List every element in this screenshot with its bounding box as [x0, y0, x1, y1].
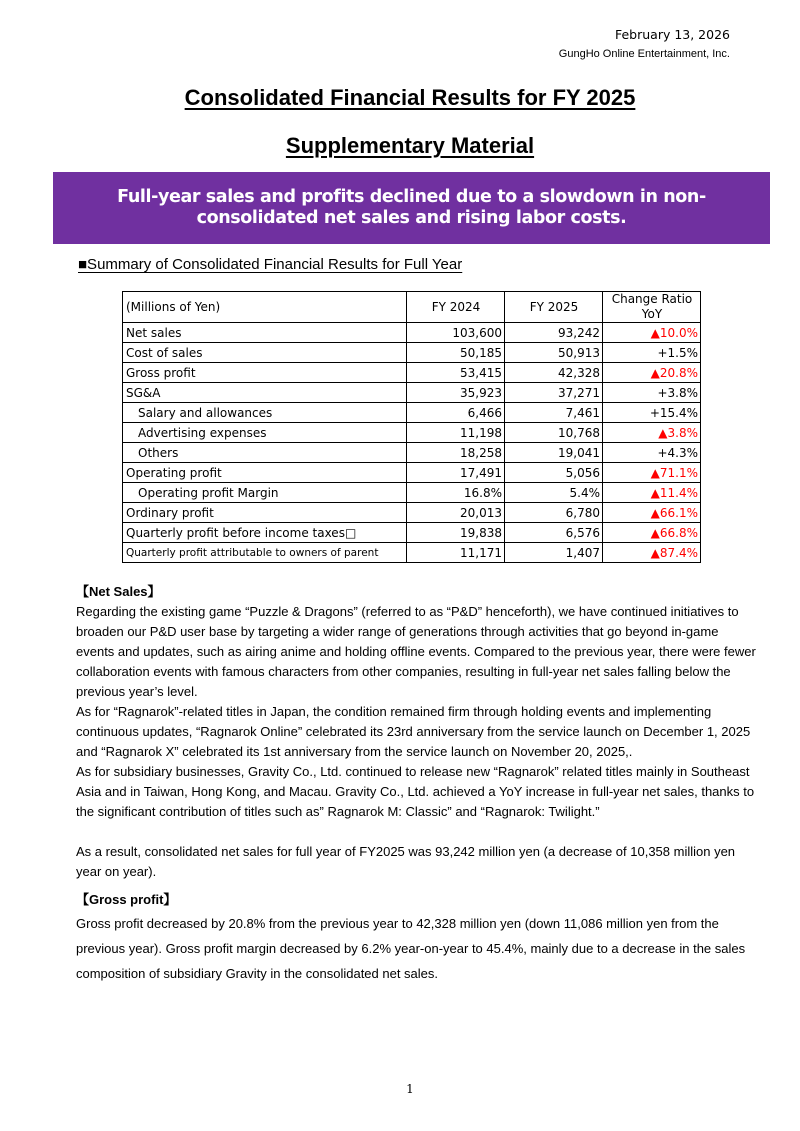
table-row: Quarterly profit before income taxes□ 19,838 6,576 ▲66.8% [123, 523, 701, 543]
table-row: Ordinary profit 20,013 6,780 ▲66.1% [123, 503, 701, 523]
gross-profit-section [76, 889, 756, 986]
net-sales-paragraph-ragnarok: As for “Ragnarok”-related titles in Japan, the condition remained firm through holding events and implementing continuous updates, “Ragnarok Online” celebrated its 23rd anniversary from the service launch on December 1, 2025 and “Ragnarok X” celebrated its 1st anniversary from the service launch on November 20, 2025,. [76, 704, 751, 759]
net-sales-paragraph-result: As a result, consolidated net sales for full year of FY2025 was 93,242 million yen (a decrease of 10,358 million yen year on year). [76, 844, 736, 879]
net-sales-heading: 【Net Sales】 [76, 584, 161, 599]
header-fy2024: FY 2024 [407, 292, 505, 323]
summary-heading: ■Summary of Consolidated Financial Results for Full Year [78, 256, 463, 273]
headline-text: Full-year sales and profits declined due to a slowdown in non-consolidated net sales and rising labor costs. [117, 187, 706, 228]
table-row: Operating profit Margin 16.8% 5.4% ▲11.4% [123, 483, 701, 503]
table-row: Others 18,258 19,041 +4.3% [123, 443, 701, 463]
header-unit: (Millions of Yen) [123, 292, 407, 323]
gross-profit-paragraph: Gross profit decreased by 20.8% from the previous year to 42,328 million yen (down 11,086 million yen from the previous year). Gross profit margin decreased by 6.2% year-on-year to 45.4%, mainly due to a decrease in the sales composition of subsidiary Gravity in the consolidated net sales. [76, 916, 746, 981]
company-name: GungHo Online Entertainment, Inc. [558, 48, 730, 60]
table-row: Operating profit 17,491 5,056 ▲71.1% [123, 463, 701, 483]
table-row: Salary and allowances 6,466 7,461 +15.4% [123, 403, 701, 423]
headline-banner [53, 172, 770, 244]
net-sales-paragraph-gravity: As for subsidiary businesses, Gravity Co., Ltd. continued to release new “Ragnarok” related titles mainly in Southeast Asia and in Taiwan, Hong Kong, and Macau. Gravity Co., Ltd. achieved a YoY increase in full-year net sales, thanks to the significant contribution of titles such as” Ragnarok M: Classic” and “Ragnarok: Twilight.” [76, 764, 755, 819]
table-header-row [123, 292, 701, 323]
table-row: Net sales 103,600 93,242 ▲10.0% [123, 323, 701, 343]
header-change-ratio: Change Ratio YoY [603, 292, 701, 323]
table-row: Cost of sales 50,185 50,913 +1.5% [123, 343, 701, 363]
document-subtitle: Supplementary Material [285, 133, 535, 158]
table-row: SG&A 35,923 37,271 +3.8% [123, 383, 701, 403]
paragraph-spacer [76, 822, 756, 842]
document-date: February 13, 2026 [614, 27, 730, 42]
page-number: 1 [406, 1082, 414, 1096]
table-row: Quarterly profit attributable to owners of parent 11,171 1,407 ▲87.4% [123, 543, 701, 563]
net-sales-paragraph-pd: Regarding the existing game “Puzzle & Dragons” (referred to as “P&D” henceforth), we have continued initiatives to broaden our P&D user base by targeting a wider range of generations through activities that go beyond in-game events and updates, such as airing anime and holding offline events. Compared to the previous year, there were fewer collaboration events with famous characters from other companies, resulting in full-year net sales falling below the previous year’s level. [76, 604, 756, 699]
header-fy2025: FY 2025 [505, 292, 603, 323]
net-sales-section [76, 582, 756, 882]
financial-summary-table [122, 291, 701, 563]
table-row: Advertising expenses 11,198 10,768 ▲3.8% [123, 423, 701, 443]
document-title: Consolidated Financial Results for FY 2025 [184, 85, 636, 110]
table-row: Gross profit 53,415 42,328 ▲20.8% [123, 363, 701, 383]
gross-profit-heading: 【Gross profit】 [76, 892, 177, 907]
